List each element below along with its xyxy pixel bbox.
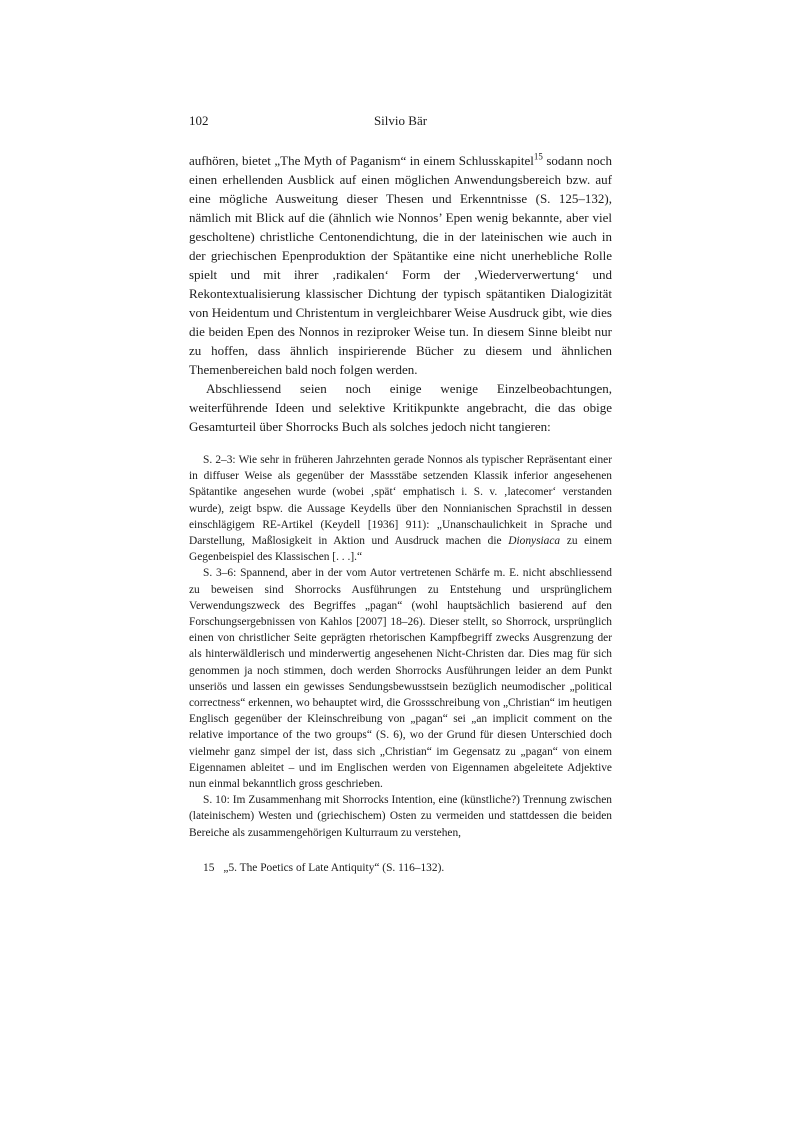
remark-s2-3-text: S. 2–3: Wie sehr in früheren Jahrzehnten gerade Nonnos als typischer Repräsentant einer in diffuser Weise als gegenüber der Massstäbe setzenden Klassik inferior angesehenen Spätantike angesehen wurde (wobei ‚spät‘ emphatisch i. S. v. ‚latecomer‘ verstanden wurde), zeigt bspw. die Aussage Keydells über den Nonnianischen Sprachstil in dessen einschlägigem RE-Artikel (Keydell [1936] 911): „Unanschaulichkeit in Sprache und Darstellung, Maßlosigkeit in Aktion und Ausdruck machen die <box>189 454 612 548</box>
footnote-text: „5. The Poetics of Late Antiquity“ (S. 116–132). <box>223 861 445 874</box>
remark-s2-3 <box>189 452 612 565</box>
remark-s2-3-text-continued: zu einem Gegenbeispiel des Klassischen [. . .].“ <box>189 535 612 564</box>
page-number: 102 <box>189 113 209 128</box>
remark-s2-3-italic-title: Dionysiaca <box>508 535 561 548</box>
type-block <box>189 112 612 876</box>
paragraph-1-text: aufhören, bietet „The Myth of Paganism“ in einem Schlusskapitel <box>189 153 534 168</box>
footnote <box>189 860 612 876</box>
paragraph-2: Abschliessend seien noch einige wenige Einzelbeobachtungen, weiterführende Ideen und selektive Kritikpunkte angebracht, die das obige Gesamturteil über Shorrocks Buch als solches jedoch nicht tangieren: <box>189 381 612 434</box>
footnote-number: 15 <box>203 861 215 874</box>
paragraph-1 <box>189 151 612 379</box>
footnote-reference-15: 15 <box>533 151 543 162</box>
paragraph-1-text-continued: sodann noch einen erhellenden Ausblick auf einen möglichen Anwendungsbereich bzw. auf eine mögliche Ausweitung dieser Thesen und Erkenntnisse (S. 125–132), nämlich mit Blick auf die (ähnlich wie Nonnos’ Epen wenig bekannte, aber viel gescholtene) christliche Centonendichtung, die in der lateinischen wie auch in der griechischen Epenproduktion der Spätantike eine nicht unerhebliche Rolle spielt und mit ihrer ‚radikalen‘ Form der ‚Wiederverwertung‘ und Rekontextualisierung klassischer Dichtung der typisch spätantiken Dialogizität von Heidentum und Christentum in vergleichbarer Weise Ausdruck gibt, wie dies die beiden Epen des Nonnos in reziproker Weise tun. In diesem Sinne bleibt nur zu hoffen, dass ähnlich inspirierende Bücher zu diesem und ähnlichen Themenbereichen bald noch folgen werden. <box>189 153 612 377</box>
remark-s10: S. 10: Im Zusammenhang mit Shorrocks Intention, eine (künstliche?) Trennung zwischen (lateinischem) Westen und (griechischem) Osten zu vermeiden und stattdessen die beiden Bereiche als zusammengehörigen Kulturraum zu verstehen, <box>189 794 612 839</box>
page-header <box>189 112 612 130</box>
remarks-section <box>189 452 612 841</box>
remark-s3-6: S. 3–6: Spannend, aber in der vom Autor vertretenen Schärfe m. E. nicht abschliessend zu beweisen sind Shorrocks Ausführungen zu Entstehung und ursprünglichem Verwendungszweck des Begriffes „pagan“ (wohl hauptsächlich basierend auf den Forschungsergebnissen von Kahlos [2007] 18–26). Dieser stellt, so Shorrock, ursprünglich einen von christlicher Seite geprägten rhetorischen Kampfbegriff zwecks Ausgrenzung der als hinterwäldlerisch und minderwertig angesehenen Nicht-Christen dar. Dies mag für sich genommen ja noch stimmen, doch werden Shorrocks Ausführungen leider an dem Punkt unseriös und lassen ein gewisses Sendungsbewusstsein bezüglich neumodischer „political correctness“ erkennen, wo behauptet wird, die Grossschreibung von „Christian“ im heutigen Englisch gegenüber der Kleinschreibung von „pagan“ sei „an implicit comment on the relative importance of the two groups“ (S. 6), wo der Grund für diesen Unterschied doch vielmehr ganz simpel der ist, dass sich „Christian“ im Gegensatz zu „pagan“ von einem Eigennamen ableitet – und im Englischen werden von Eigennamen abgeleitete Adjektive nun einmal bekanntlich gross geschrieben. <box>189 567 612 791</box>
page-body <box>189 151 612 876</box>
running-title: Silvio Bär <box>373 113 428 128</box>
